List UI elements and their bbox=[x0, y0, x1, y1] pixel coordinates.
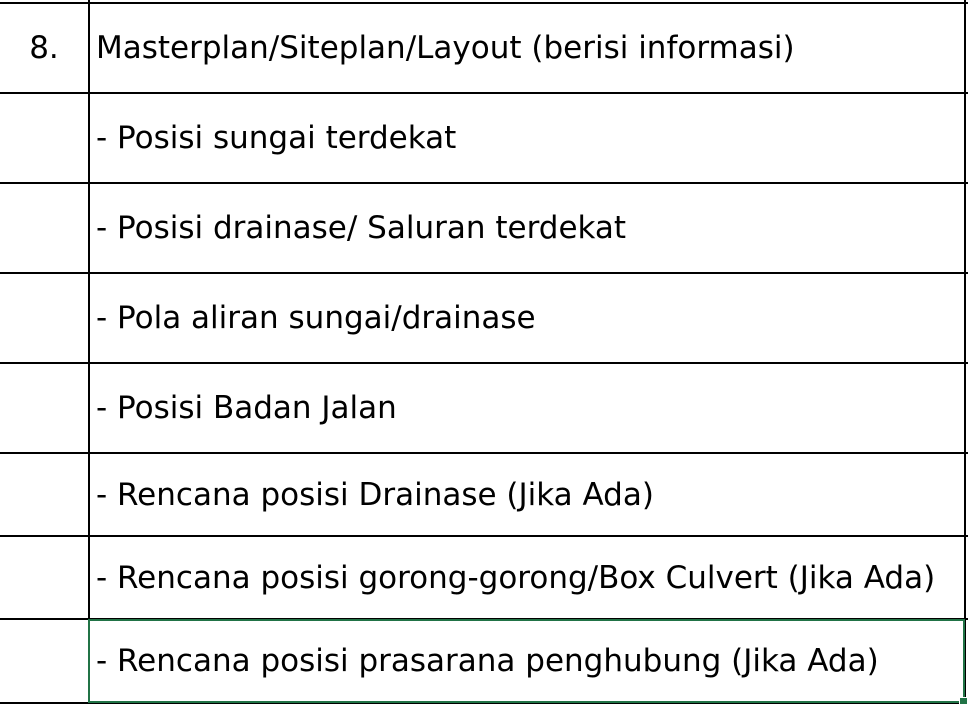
item-text-cell[interactable]: - Rencana posisi Drainase (Jika Ada) bbox=[96, 476, 654, 513]
row-number-cell[interactable] bbox=[0, 274, 88, 362]
item-text-cell[interactable]: - Posisi sungai terdekat bbox=[96, 120, 457, 156]
row-number-cell[interactable]: 8. bbox=[29, 30, 59, 66]
row-number-cell[interactable] bbox=[0, 364, 88, 452]
table-row[interactable] bbox=[0, 537, 968, 620]
item-text-cell[interactable]: - Posisi drainase/ Saluran terdekat bbox=[96, 210, 627, 246]
active-cell-selection[interactable] bbox=[88, 619, 965, 703]
table-row[interactable] bbox=[0, 454, 968, 537]
table-row[interactable] bbox=[0, 364, 968, 454]
fill-handle[interactable] bbox=[959, 697, 968, 704]
row-number-cell[interactable] bbox=[0, 537, 88, 618]
item-text-cell[interactable]: - Rencana posisi prasarana penghubung (Jika Ada) bbox=[96, 643, 879, 679]
row-number-cell[interactable] bbox=[0, 184, 88, 272]
row-number-cell[interactable] bbox=[0, 620, 88, 702]
column-divider bbox=[88, 0, 90, 704]
column-divider bbox=[964, 0, 966, 704]
row-number-cell[interactable] bbox=[0, 94, 88, 182]
item-text-cell[interactable]: - Pola aliran sungai/drainase bbox=[96, 300, 536, 336]
item-text-cell[interactable]: - Posisi Badan Jalan bbox=[96, 390, 397, 426]
item-text-cell[interactable]: Masterplan/Siteplan/Layout (berisi informasi) bbox=[96, 30, 795, 66]
table-row[interactable] bbox=[0, 274, 968, 364]
table-row[interactable] bbox=[0, 184, 968, 274]
item-text-cell[interactable]: - Rencana posisi gorong-gorong/Box Culvert (Jika Ada) bbox=[96, 559, 936, 596]
table-row[interactable] bbox=[0, 94, 968, 184]
table-row[interactable] bbox=[0, 4, 968, 94]
row-number-cell[interactable] bbox=[0, 454, 88, 535]
